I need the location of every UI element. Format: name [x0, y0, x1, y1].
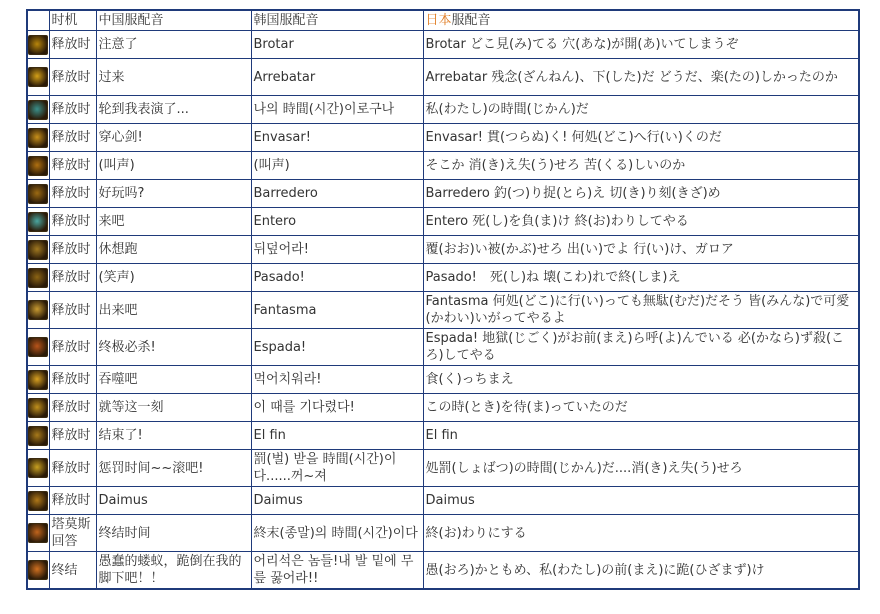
cn-voice-cell: (叫声): [96, 152, 251, 180]
kr-voice-cell: 먹어치워라!: [251, 366, 423, 394]
jp-voice-cell: Pasado! 死(し)ね 壊(こわ)れで終(しま)え: [423, 264, 859, 292]
devour-icon: [28, 370, 48, 390]
trigger-time-cell: 释放时: [49, 329, 96, 366]
kr-voice-cell: Arrebatar: [251, 59, 423, 96]
cn-voice-cell: 终极必杀!: [96, 329, 251, 366]
trigger-time-cell: 塔莫斯回答: [49, 515, 96, 552]
skill-icon-cell: [27, 515, 49, 552]
header-cn: 中国服配音: [96, 10, 251, 31]
table-row: [27, 59, 859, 96]
jp-voice-cell: Envasar! 貫(つらぬ)く! 何処(どこ)へ行(い)くのだ: [423, 124, 859, 152]
kr-voice-cell: (叫声): [251, 152, 423, 180]
voice-lines-table: [26, 9, 860, 590]
trigger-time-cell: 释放时: [49, 422, 96, 450]
final-judgment-icon: [28, 560, 48, 580]
header-jp-accent: 日本: [425, 13, 452, 28]
finish-blade-icon: [28, 426, 48, 446]
ghost-face-icon: [28, 100, 48, 120]
table-row: [27, 292, 859, 329]
skill-icon-cell: [27, 180, 49, 208]
jp-voice-cell: Brotar どこ見(み)てる 穴(あな)が開(あ)いてしまうぞ: [423, 31, 859, 59]
cn-voice-cell: 愚蠢的蝼蚁，跪倒在我的脚下吧！！: [96, 552, 251, 590]
trigger-time-cell: 释放时: [49, 31, 96, 59]
kr-voice-cell: Barredero: [251, 180, 423, 208]
skill-icon-cell: [27, 487, 49, 515]
cn-voice-cell: 惩罚时间~~滚吧!: [96, 450, 251, 487]
jp-voice-cell: Entero 死(し)を負(ま)け 終(お)わりしてやる: [423, 208, 859, 236]
kr-voice-cell: Entero: [251, 208, 423, 236]
skill-icon-cell: [27, 329, 49, 366]
cn-voice-cell: 过来: [96, 59, 251, 96]
jp-voice-cell: Barredero 釣(つ)り捉(とら)え 切(き)り刻(きざ)め: [423, 180, 859, 208]
kr-voice-cell: Fantasma: [251, 292, 423, 329]
table-body: [27, 31, 859, 590]
header-kr: 韩国服配音: [251, 10, 423, 31]
header-jp: [423, 10, 859, 31]
kr-voice-cell: Pasado!: [251, 264, 423, 292]
jp-voice-cell: Fantasma 何処(どこ)に行(い)っても無駄(むだ)だそう 皆(みんな)で可愛(かわい)いがってやるよ: [423, 292, 859, 329]
blade-storm-icon: [28, 337, 48, 357]
table-row: [27, 152, 859, 180]
jp-voice-cell: 食(く)っちまえ: [423, 366, 859, 394]
jp-voice-cell: そこか 消(き)え失(う)せろ 苦(くる)しいのか: [423, 152, 859, 180]
table-row: [27, 208, 859, 236]
cn-voice-cell: 吞噬吧: [96, 366, 251, 394]
trigger-time-cell: 释放时: [49, 487, 96, 515]
lunge-strike-icon: [28, 268, 48, 288]
trigger-time-cell: 释放时: [49, 236, 96, 264]
skill-icon-cell: [27, 208, 49, 236]
jp-voice-cell: Espada! 地獄(じごく)がお前(まえ)ら呼(よ)んでいる 必(かなら)ず殺(ころ)してやる: [423, 329, 859, 366]
table-row: [27, 31, 859, 59]
trigger-time-cell: 释放时: [49, 59, 96, 96]
trigger-time-cell: 释放时: [49, 208, 96, 236]
cn-voice-cell: 休想跑: [96, 236, 251, 264]
table-row: [27, 450, 859, 487]
kr-voice-cell: Brotar: [251, 31, 423, 59]
flame-burst-icon: [28, 35, 48, 55]
punish-crown-icon: [28, 458, 48, 478]
skill-icon-cell: [27, 292, 49, 329]
table-row: [27, 329, 859, 366]
header-icon-cell: [27, 10, 49, 31]
cn-voice-cell: 来吧: [96, 208, 251, 236]
trigger-time-cell: 释放时: [49, 264, 96, 292]
jp-voice-cell: 覆(おお)い被(かぶ)せろ 出(い)でよ 行(い)け、ガロア: [423, 236, 859, 264]
trigger-time-cell: 释放时: [49, 394, 96, 422]
kr-voice-cell: 나의 時間(시간)이로구나: [251, 96, 423, 124]
table-row: [27, 180, 859, 208]
table-row: [27, 552, 859, 590]
skill-icon-cell: [27, 450, 49, 487]
cn-voice-cell: Daimus: [96, 487, 251, 515]
trigger-time-cell: 释放时: [49, 152, 96, 180]
trigger-time-cell: 释放时: [49, 292, 96, 329]
table-row: [27, 96, 859, 124]
kr-voice-cell: Daimus: [251, 487, 423, 515]
kr-voice-cell: 어리석은 놈들!내 발 밑에 무릎 꿇어라!!: [251, 552, 423, 590]
skill-icon-cell: [27, 366, 49, 394]
triple-blade-icon: [28, 128, 48, 148]
skill-icon-cell: [27, 236, 49, 264]
kr-voice-cell: El fin: [251, 422, 423, 450]
claw-strike-icon: [28, 156, 48, 176]
header-jp-rest: 服配音: [451, 13, 491, 28]
jp-voice-cell: El fin: [423, 422, 859, 450]
dark-sword-icon: [28, 240, 48, 260]
skill-icon-cell: [27, 264, 49, 292]
kr-voice-cell: 罰(벌) 받을 時間(시간)이다......꺼~져: [251, 450, 423, 487]
skill-icon-cell: [27, 552, 49, 590]
kr-voice-cell: 終末(종말)의 時間(시간)이다: [251, 515, 423, 552]
trigger-time-cell: 释放时: [49, 450, 96, 487]
blade-slash-icon: [28, 67, 48, 87]
jp-voice-cell: 処罰(しょばつ)の時間(じかん)だ....消(き)え失(う)せろ: [423, 450, 859, 487]
jp-voice-cell: 私(わたし)の時間(じかん)だ: [423, 96, 859, 124]
cn-voice-cell: 注意了: [96, 31, 251, 59]
cn-voice-cell: 结束了!: [96, 422, 251, 450]
spirit-wisp-icon: [28, 212, 48, 232]
skill-icon-cell: [27, 152, 49, 180]
table-header-row: [27, 10, 859, 31]
skill-icon-cell: [27, 394, 49, 422]
tarmos-icon: [28, 523, 48, 543]
skill-icon-cell: [27, 422, 49, 450]
skill-icon-cell: [27, 31, 49, 59]
jp-voice-cell: この時(とき)を待(ま)っていたのだ: [423, 394, 859, 422]
trigger-time-cell: 释放时: [49, 96, 96, 124]
kr-voice-cell: 이 때를 기다렸다!: [251, 394, 423, 422]
jp-voice-cell: Daimus: [423, 487, 859, 515]
trigger-time-cell: 释放时: [49, 124, 96, 152]
trigger-time-cell: 终结: [49, 552, 96, 590]
jp-voice-cell: 愚(おろ)かともめ、私(わたし)の前(まえ)に跪(ひざまず)け: [423, 552, 859, 590]
cn-voice-cell: 就等这一刻: [96, 394, 251, 422]
table-row: [27, 422, 859, 450]
trigger-time-cell: 释放时: [49, 366, 96, 394]
skill-icon-cell: [27, 59, 49, 96]
table-row: [27, 366, 859, 394]
kr-voice-cell: 뒤덮어라!: [251, 236, 423, 264]
trigger-time-cell: 释放时: [49, 180, 96, 208]
cn-voice-cell: (笑声): [96, 264, 251, 292]
skill-icon-cell: [27, 96, 49, 124]
header-time: 时机: [49, 10, 96, 31]
table-row: [27, 264, 859, 292]
jp-voice-cell: Arrebatar 残念(ざんねん)、下(した)だ どうだ、楽(たの)しかったのか: [423, 59, 859, 96]
table-row: [27, 124, 859, 152]
kr-voice-cell: Espada!: [251, 329, 423, 366]
cn-voice-cell: 出来吧: [96, 292, 251, 329]
table-row: [27, 394, 859, 422]
serpent-coil-icon: [28, 184, 48, 204]
kr-voice-cell: Envasar!: [251, 124, 423, 152]
daimus-icon: [28, 491, 48, 511]
cn-voice-cell: 终结时间: [96, 515, 251, 552]
shadow-step-icon: [28, 398, 48, 418]
cn-voice-cell: 轮到我表演了...: [96, 96, 251, 124]
jp-voice-cell: 終(お)わりにする: [423, 515, 859, 552]
table-row: [27, 236, 859, 264]
phantom-summon-icon: [28, 300, 48, 320]
cn-voice-cell: 好玩吗?: [96, 180, 251, 208]
table-row: [27, 515, 859, 552]
skill-icon-cell: [27, 124, 49, 152]
table-row: [27, 487, 859, 515]
cn-voice-cell: 穿心剑!: [96, 124, 251, 152]
